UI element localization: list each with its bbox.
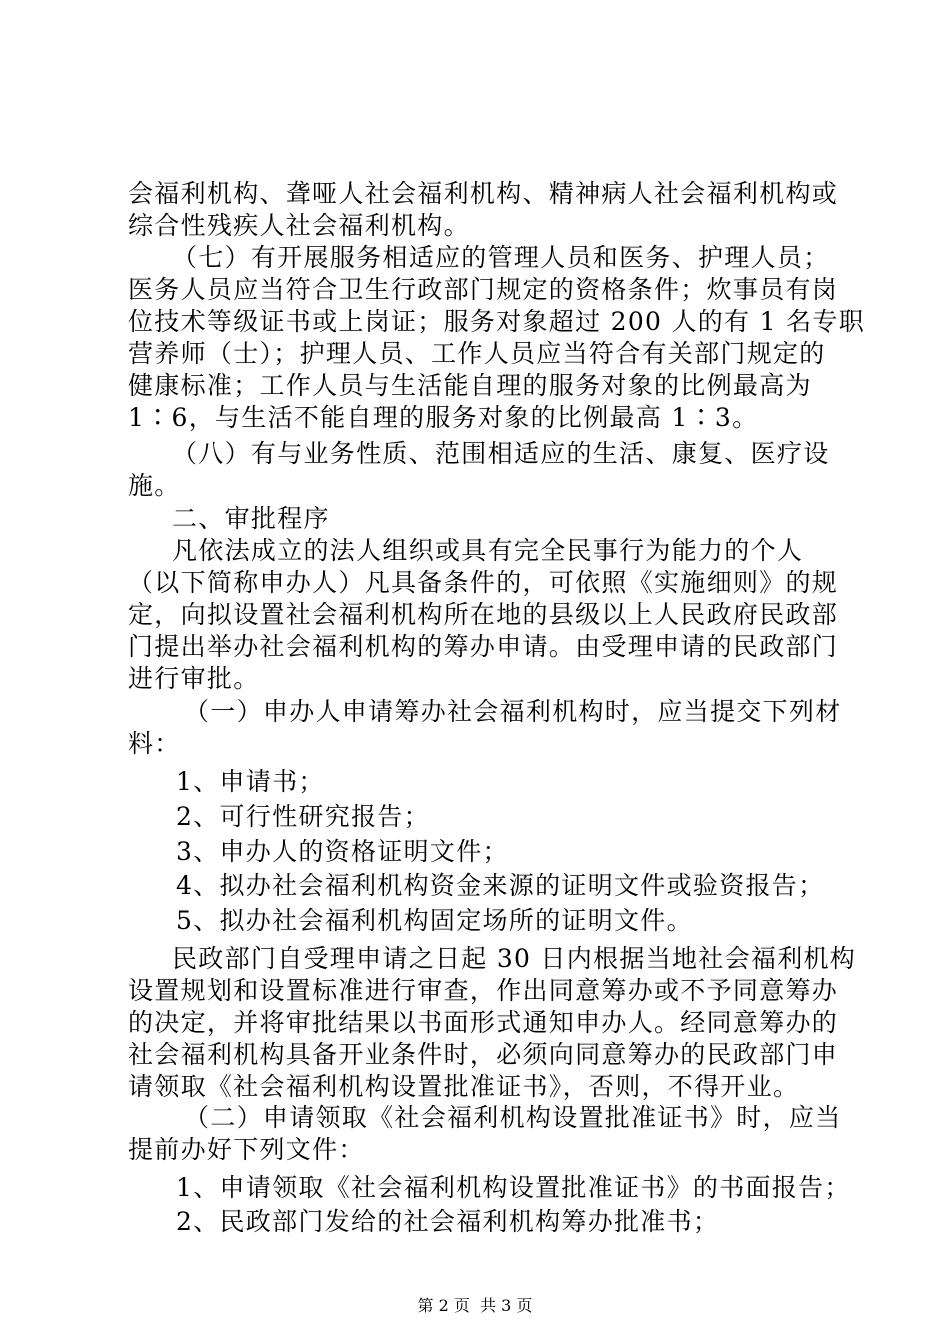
text-line: 门提出举办社会福利机构的筹办申请。由受理申请的民政部门 <box>128 632 839 661</box>
page-number-footer: 第 2 页 共 3 页 <box>417 1296 533 1315</box>
text-line: （一）申办人申请筹办社会福利机构时，应当提交下列材 <box>184 697 842 726</box>
text-line: （七）有开展服务相适应的管理人员和医务、护理人员； <box>172 243 830 272</box>
list-item: 5、拟办社会福利机构固定场所的证明文件。 <box>176 906 693 935</box>
text-line: （以下简称申办人）凡具备条件的，可依照《实施细则》的规 <box>128 568 839 597</box>
text-line: 营养师（士）；护理人员、工作人员应当符合有关部门规定的 <box>128 339 826 368</box>
list-item: 1、申请领取《社会福利机构设置批准证书》的书面报告； <box>176 1173 851 1202</box>
text-line: 社会福利机构具备开业条件时，必须向同意筹办的民政部门申 <box>128 1040 839 1069</box>
text-line: 1∶6，与生活不能自理的服务对象的比例最高 1∶3。 <box>128 403 759 432</box>
text-line: 设置规划和设置标准进行审查，作出同意筹办或不予同意筹办 <box>128 976 839 1005</box>
list-item: 2、民政部门发给的社会福利机构筹办批准书； <box>176 1207 720 1236</box>
text-line: 会福利机构、聋哑人社会福利机构、精神病人社会福利机构或 <box>128 179 839 208</box>
list-item: 4、拟办社会福利机构资金来源的证明文件或验资报告； <box>176 871 825 900</box>
text-line: 位技术等级证书或上岗证；服务对象超过 200 人的有 1 名专职 <box>128 307 866 336</box>
text-line: 请领取《社会福利机构设置批准证书》，否则，不得开业。 <box>128 1072 800 1101</box>
text-line: 的决定，并将审批结果以书面形式通知申办人。经同意筹办的 <box>128 1008 839 1037</box>
text-line: 综合性残疾人社会福利机构。 <box>128 211 470 240</box>
text-line: 凡依法成立的法人组织或具有完全民事行为能力的个人 <box>172 536 804 565</box>
text-line: 医务人员应当符合卫生行政部门规定的资格条件；炊事员有岗 <box>128 275 839 304</box>
text-line: 定，向拟设置社会福利机构所在地的县级以上人民政府民政部 <box>128 600 839 629</box>
text-line: 提前办好下列文件： <box>128 1135 365 1164</box>
list-item: 2、可行性研究报告； <box>176 802 430 831</box>
text-line: （二）申请领取《社会福利机构设置批准证书》时，应当 <box>184 1103 842 1132</box>
text-line: 民政部门自受理申请之日起 30 日内根据当地社会福利机构 <box>172 944 857 973</box>
list-item: 1、申请书； <box>176 767 325 796</box>
text-line: （八）有与业务性质、范围相适应的生活、康复、医疗设 <box>172 439 830 468</box>
text-line: 施。 <box>128 471 181 500</box>
text-line: 健康标准；工作人员与生活能自理的服务对象的比例最高为 <box>128 371 812 400</box>
text-line: 进行审批。 <box>128 664 260 693</box>
section-heading: 二、审批程序 <box>172 504 330 533</box>
list-item: 3、申办人的资格证明文件； <box>176 837 509 866</box>
text-line: 料： <box>128 729 181 758</box>
